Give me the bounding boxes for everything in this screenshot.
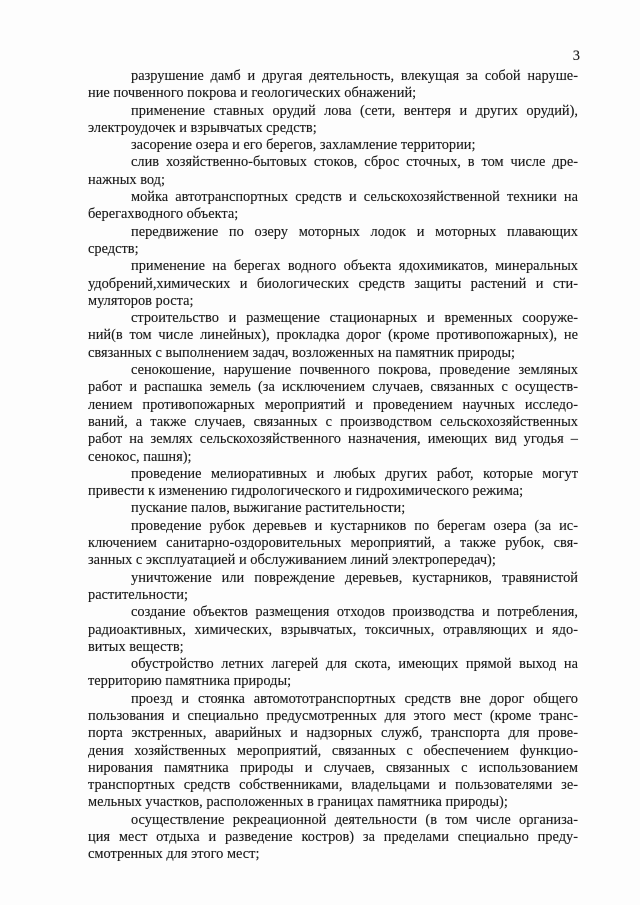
prohibition-item (88, 812, 578, 864)
prohibition-item (88, 518, 578, 570)
prohibition-item (88, 310, 578, 362)
text-line: лением противопожарных мероприятий и проведением научных исследо- (88, 396, 578, 413)
prohibition-item (88, 258, 578, 310)
text-line: электроудочек и взрывчатых средств; (88, 119, 317, 136)
text-line: витых веществ; (88, 638, 184, 655)
prohibition-item (88, 466, 578, 501)
prohibition-item (88, 154, 578, 189)
text-line: нажных вод; (88, 171, 165, 188)
text-line: территорию памятника природы; (88, 673, 292, 690)
text-line: применение на берегах водного объекта ядохимикатов, минеральных (131, 258, 578, 275)
text-line: сенокос, пашня); (88, 448, 192, 465)
text-line: слив хозяйственно-бытовых стоков, сброс сточных, в том числе дре- (131, 154, 578, 171)
prohibition-item (88, 362, 578, 466)
text-line: сенокошение, нарушение почвенного покрова, проведение земляных (131, 362, 578, 379)
text-line: проведение рубок деревьев и кустарников по берегам озера (за ис- (131, 517, 578, 534)
text-line: смотренных для этого мест; (88, 846, 260, 863)
prohibition-item (88, 68, 578, 103)
text-line: ваний, а также случаев, связанных с производством сельскохозяйственных (88, 413, 578, 430)
text-line: уничтожение или повреждение деревьев, кустарников, травянистой (131, 569, 578, 586)
prohibition-item (88, 656, 578, 691)
text-line: удобрений,химических и биологических средств защиты растений и сти- (88, 275, 578, 292)
text-line: радиоактивных, химических, взрывчатых, токсичных, отравляющих и ядо- (88, 621, 578, 638)
prohibition-item (88, 103, 578, 138)
text-line: разрушение дамб и другая деятельность, влекущая за собой наруше- (131, 68, 578, 84)
text-line: муляторов роста; (88, 292, 194, 309)
text-line: связанных с выполнением задач, возложенных на памятник природы; (88, 344, 516, 361)
prohibition-item (88, 137, 578, 154)
prohibition-item (88, 224, 578, 259)
text-line: засорение озера и его берегов, захламление территории; (131, 137, 476, 154)
text-line: работ на землях сельскохозяйственного назначения, имеющих вид угодья – (88, 431, 578, 448)
text-line: ция мест отдыха и разведение костров) за пределами специально преду- (88, 829, 578, 846)
text-line: занных с эксплуатацией и обслуживанием линий электропередач); (88, 552, 496, 569)
text-line: мойка автотранспортных средств и сельскохозяйственной техники на (131, 189, 578, 206)
document-body (88, 68, 578, 864)
text-line: порта экстренных, аварийных и надзорных служб, транспорта для прове- (88, 725, 578, 742)
text-line: обустройство летних лагерей для скота, имеющих прямой выход на (131, 656, 578, 673)
text-line: применение ставных орудий лова (сети, вентеря и других орудий), (131, 102, 578, 119)
prohibition-item (88, 189, 578, 224)
text-line: работ и распашка земель (за исключением случаев, связанных с осуществ- (88, 379, 578, 396)
text-line: передвижение по озеру моторных лодок и моторных плавающих (131, 223, 578, 240)
page-number: 3 (572, 48, 580, 64)
text-line: ние почвенного покрова и геологических обнажений; (88, 85, 417, 102)
text-line: осуществление рекреационной деятельности (в том числе организа- (131, 811, 578, 828)
text-line: проезд и стоянка автомототранспортных средств вне дорог общего (131, 690, 578, 707)
text-line: пользования и специально предусмотренных для этого мест (кроме транс- (88, 707, 578, 724)
prohibition-item (88, 570, 578, 605)
text-line: ний(в том числе линейных), прокладка дорог (кроме противопожарных), не (88, 327, 578, 344)
text-line: строительство и размещение стационарных и временных сооруже- (131, 310, 578, 327)
text-line: берегахводного объекта; (88, 206, 239, 223)
text-line: пускание палов, выжигание растительности; (131, 500, 406, 517)
prohibition-item (88, 691, 578, 812)
text-line: дения хозяйственных мероприятий, связанных с обеспечением функцио- (88, 742, 578, 759)
text-line: привести к изменению гидрологического и гидрохимического режима; (88, 483, 524, 500)
prohibition-item (88, 604, 578, 656)
text-line: транспортных средств собственниками, владельцами и пользователями зе- (88, 777, 578, 794)
text-line: создание объектов размещения отходов производства и потребления, (131, 604, 578, 621)
text-line: нирования памятника природы и случаев, связанных с использованием (88, 759, 578, 776)
text-line: проведение мелиоративных и любых других работ, которые могут (131, 465, 578, 482)
text-line: мельных участков, расположенных в границах памятника природы); (88, 794, 508, 811)
prohibition-item (88, 500, 578, 517)
text-line: ключением санитарно-оздоровительных мероприятий, а также рубок, свя- (88, 535, 578, 552)
text-line: средств; (88, 240, 139, 257)
text-line: растительности; (88, 586, 189, 603)
